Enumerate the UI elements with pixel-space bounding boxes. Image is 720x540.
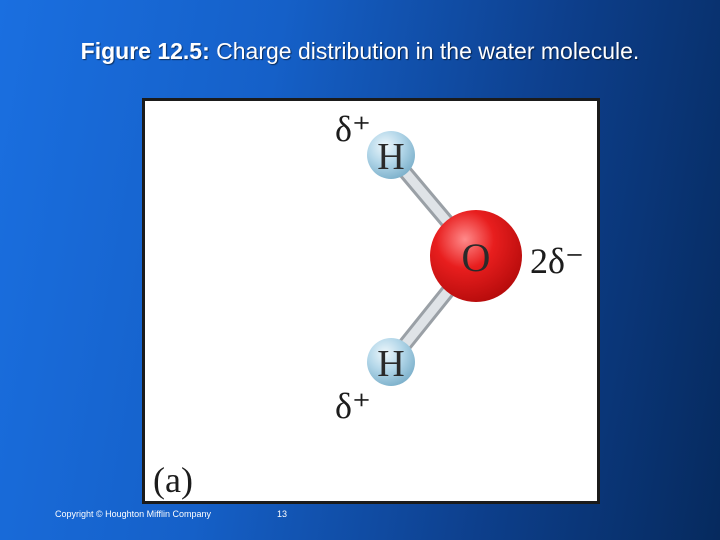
figure-number: Figure 12.5: (80, 38, 210, 64)
panel-label: (a) (153, 460, 193, 500)
diagram-panel (142, 98, 600, 504)
partial-charge-bottom: δ⁺ (335, 386, 371, 426)
oxygen-symbol: O (461, 235, 491, 280)
partial-charge-top: δ⁺ (335, 109, 371, 149)
water-molecule-diagram (145, 101, 597, 501)
slide-title (0, 36, 720, 66)
partial-charge-oxygen: 2δ⁻ (530, 241, 584, 281)
hydrogen-symbol-bottom: H (377, 343, 405, 385)
hydrogen-symbol-top: H (377, 136, 405, 178)
page-number: 13 (277, 509, 288, 519)
figure-caption: Charge distribution in the water molecule. (209, 38, 640, 64)
copyright-notice: Copyright © Houghton Mifflin Company (55, 509, 212, 519)
